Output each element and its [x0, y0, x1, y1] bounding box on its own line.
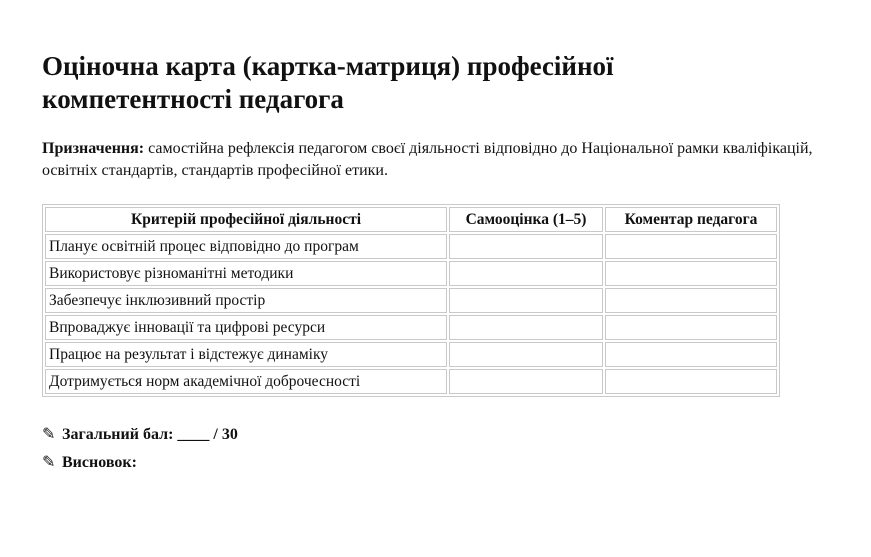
comment-cell[interactable] [605, 261, 777, 286]
comment-cell[interactable] [605, 315, 777, 340]
purpose-label: Призначення: [42, 140, 145, 157]
self-assessment-cell[interactable] [449, 315, 603, 340]
comment-cell[interactable] [605, 234, 777, 259]
self-assessment-cell[interactable] [449, 342, 603, 367]
table-row [45, 369, 777, 394]
table-header-row [45, 207, 777, 232]
purpose-paragraph [42, 138, 842, 182]
table-row [45, 234, 777, 259]
criterion-cell: Використовує різноманітні методики [45, 261, 447, 286]
pencil-icon: ✎ [42, 454, 56, 471]
criterion-cell: Працює на результат і відстежує динаміку [45, 342, 447, 367]
self-assessment-cell[interactable] [449, 261, 603, 286]
table-row [45, 288, 777, 313]
footer-section [42, 421, 829, 477]
page-title: Оціночна карта (картка-матриця) професійної компетентності педагога [42, 51, 614, 114]
table-row [45, 342, 777, 367]
self-assessment-cell[interactable] [449, 234, 603, 259]
header-teacher-comment: Коментар педагога [605, 207, 777, 232]
table-row [45, 261, 777, 286]
header-self-assessment: Самооцінка (1–5) [449, 207, 603, 232]
purpose-text: самостійна рефлексія педагогом своєї діяльності відповідно до Національної рамки кваліфікацій, освітніх стандартів, стандартів професійної етики. [42, 140, 813, 179]
criterion-cell: Дотримується норм академічної доброчесності [45, 369, 447, 394]
self-assessment-cell[interactable] [449, 369, 603, 394]
comment-cell[interactable] [605, 288, 777, 313]
criterion-cell: Планує освітній процес відповідно до програм [45, 234, 447, 259]
header-criterion: Критерій професійної діяльності [45, 207, 447, 232]
table-row [45, 315, 777, 340]
conclusion-label: Висновок: [62, 454, 137, 471]
comment-cell[interactable] [605, 342, 777, 367]
criterion-cell: Впроваджує інновації та цифрові ресурси [45, 315, 447, 340]
conclusion-line [42, 449, 829, 477]
total-score-line [42, 421, 829, 449]
criterion-cell: Забезпечує інклюзивний простір [45, 288, 447, 313]
competence-matrix-table [42, 204, 780, 397]
pencil-icon: ✎ [42, 426, 56, 443]
comment-cell[interactable] [605, 369, 777, 394]
total-score-label: Загальний бал: ____ / 30 [62, 426, 238, 443]
self-assessment-cell[interactable] [449, 288, 603, 313]
